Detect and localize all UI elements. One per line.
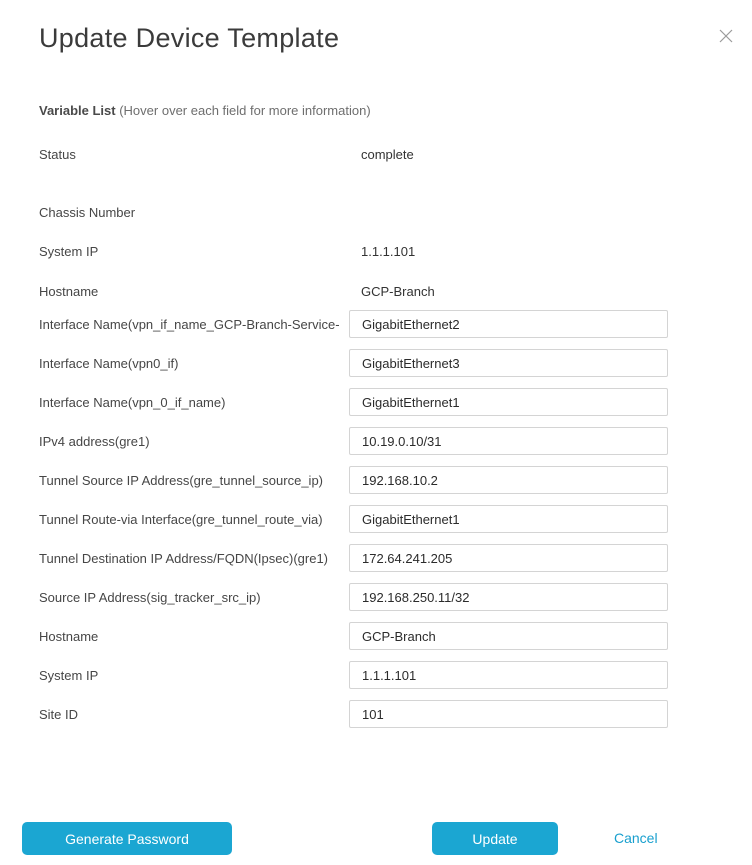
chassis-number-row bbox=[39, 204, 668, 220]
interface-name-vpn-0-if-name-label: Interface Name(vpn_0_if_name) bbox=[39, 394, 226, 410]
status-value: complete bbox=[361, 146, 414, 162]
interface-name-service-row bbox=[39, 310, 668, 338]
variable-list-note: (Hover over each field for more information) bbox=[119, 103, 371, 118]
system-ip-label: System IP bbox=[39, 243, 99, 259]
tunnel-source-ip-input[interactable] bbox=[349, 466, 668, 494]
system-ip-row bbox=[39, 243, 668, 259]
update-button[interactable]: Update bbox=[432, 822, 558, 855]
tunnel-route-via-label: Tunnel Route-via Interface(gre_tunnel_route_via) bbox=[39, 511, 323, 527]
ipv4-address-gre1-input[interactable] bbox=[349, 427, 668, 455]
interface-name-vpn0-if-input[interactable] bbox=[349, 349, 668, 377]
interface-name-vpn-0-if-name-row bbox=[39, 388, 668, 416]
tunnel-route-via-row bbox=[39, 505, 668, 533]
interface-name-vpn-0-if-name-input[interactable] bbox=[349, 388, 668, 416]
variable-list-heading bbox=[39, 102, 713, 119]
hostname-value: GCP-Branch bbox=[361, 283, 435, 299]
hostname-label: Hostname bbox=[39, 283, 99, 299]
tunnel-source-ip-label: Tunnel Source IP Address(gre_tunnel_source_ip) bbox=[39, 472, 324, 488]
tunnel-destination-ip-label: Tunnel Destination IP Address/FQDN(Ipsec)(gre1) bbox=[39, 550, 329, 566]
ipv4-address-gre1-label: IPv4 address(gre1) bbox=[39, 433, 150, 449]
hostname-row bbox=[39, 283, 668, 299]
chassis-number-label: Chassis Number bbox=[39, 204, 136, 220]
tunnel-destination-ip-input[interactable] bbox=[349, 544, 668, 572]
status-row bbox=[39, 146, 668, 162]
modal-footer bbox=[0, 822, 752, 856]
generate-password-button[interactable]: Generate Password bbox=[22, 822, 232, 855]
source-ip-tracker-label: Source IP Address(sig_tracker_src_ip) bbox=[39, 589, 261, 605]
system-ip-input-row bbox=[39, 661, 668, 689]
variable-list-label: Variable List bbox=[39, 103, 116, 118]
interface-name-service-label: Interface Name(vpn_if_name_GCP-Branch-Service- bbox=[39, 316, 340, 332]
tunnel-route-via-input[interactable] bbox=[349, 505, 668, 533]
system-ip-input-label: System IP bbox=[39, 667, 99, 683]
system-ip-input[interactable] bbox=[349, 661, 668, 689]
status-label: Status bbox=[39, 146, 76, 162]
tunnel-source-ip-row bbox=[39, 466, 668, 494]
interface-name-vpn0-if-label: Interface Name(vpn0_if) bbox=[39, 355, 179, 371]
source-ip-tracker-input[interactable] bbox=[349, 583, 668, 611]
page-title: Update Device Template bbox=[39, 23, 340, 53]
site-id-label: Site ID bbox=[39, 706, 79, 722]
interface-name-vpn0-if-row bbox=[39, 349, 668, 377]
tunnel-destination-ip-row bbox=[39, 544, 668, 572]
hostname-input-row bbox=[39, 622, 668, 650]
site-id-input[interactable] bbox=[349, 700, 668, 728]
close-icon[interactable] bbox=[716, 26, 736, 46]
hostname-input[interactable] bbox=[349, 622, 668, 650]
hostname-input-label: Hostname bbox=[39, 628, 99, 644]
source-ip-tracker-row bbox=[39, 583, 668, 611]
site-id-row bbox=[39, 700, 668, 728]
ipv4-address-gre1-row bbox=[39, 427, 668, 455]
system-ip-value: 1.1.1.101 bbox=[361, 243, 416, 259]
interface-name-service-input[interactable] bbox=[349, 310, 668, 338]
cancel-link[interactable]: Cancel bbox=[614, 830, 658, 846]
